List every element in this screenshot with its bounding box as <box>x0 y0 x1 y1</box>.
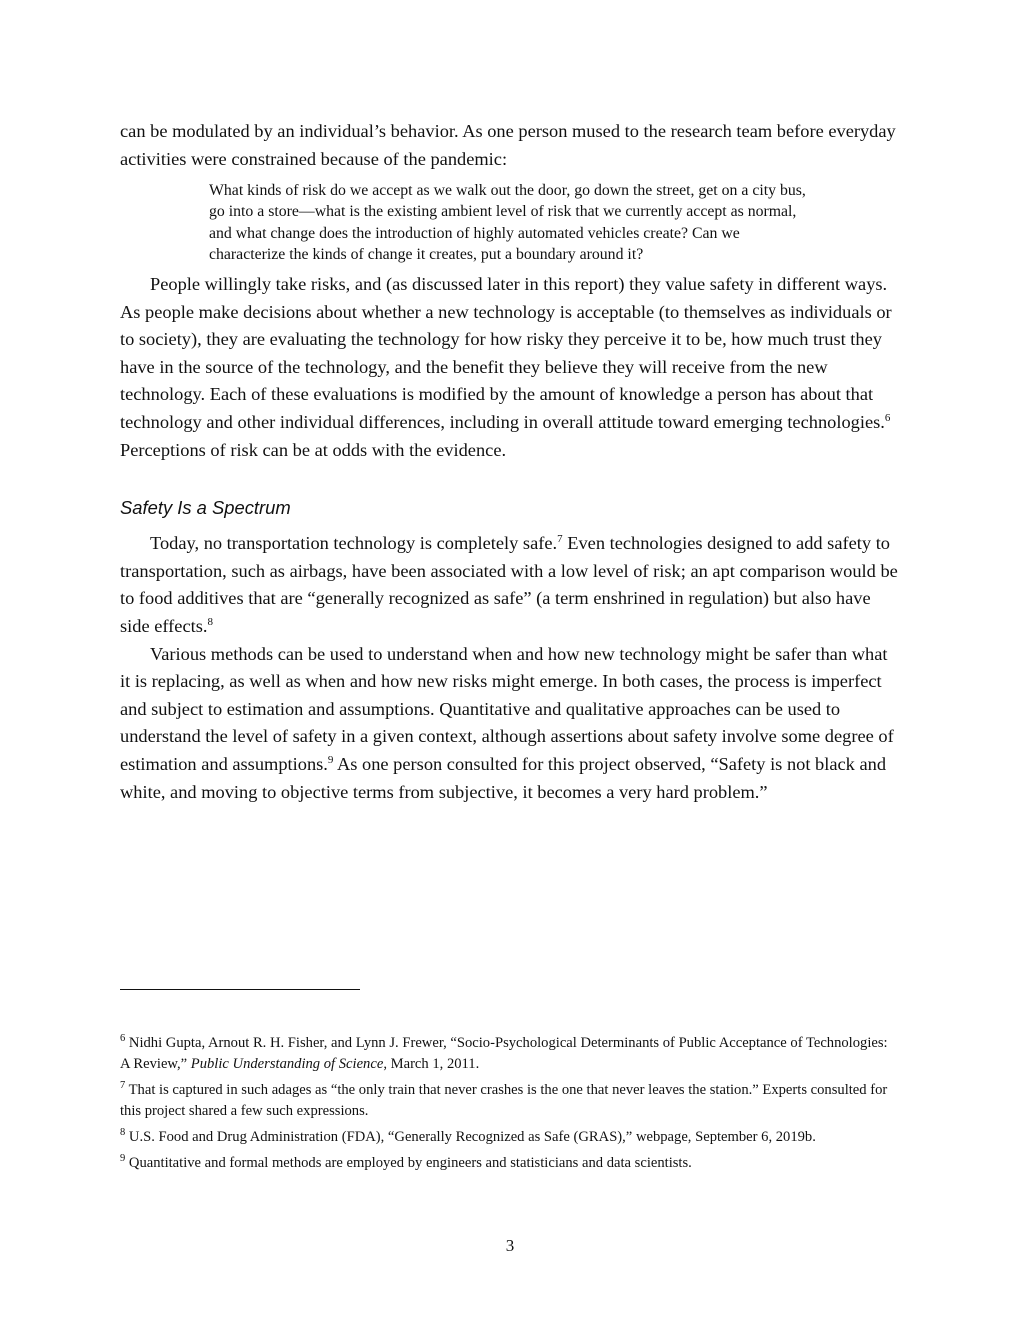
footnote-ref-7[interactable]: 7 <box>557 533 563 546</box>
footnotes <box>120 1033 900 1179</box>
block-quote: What kinds of risk do we accept as we walk out the door, go down the street, get on a city bus, go into a store—what is the existing ambient level of risk that we currently accept as normal, and what change does the introduction of highly automated vehicles create? Can we characterize the kinds of change it creates, put a boundary around it? <box>209 182 806 263</box>
page-body <box>120 118 900 806</box>
footnote-number: 9 <box>120 1153 126 1165</box>
footnote-text: That is captured in such adages as “the only train that never crashes is the one that never leaves the station.” Experts consulted for this project shared a few such expressions. <box>120 1082 888 1119</box>
footnote-text: Quantitative and formal methods are employed by engineers and statisticians and data scientists. <box>125 1155 692 1171</box>
paragraph-4-text-a: Various methods can be used to understand when and how new technology might be safer than what it is replacing, as well as when and how new risks might emerge. In both cases, the process is imperfect and subject to estimation and assumptions. Quantitative and qualitative approaches can be used to understand the level of safety in a given context, although assertions about safety involve some degree of estimation and assumptions. <box>120 643 894 774</box>
footnote-text-end: , March 1, 2011. <box>383 1056 480 1072</box>
footnote-9 <box>120 1153 900 1174</box>
paragraph-2-text-a: People willingly take risks, and (as discussed later in this report) they value safety in different ways. As people make decisions about whether a new technology is acceptable (to themselves as individuals or to society), they are evaluating the technology for how risky they perceive it to be, how much trust they have in the source of the technology, and the benefit they believe they will receive from the new technology. Each of these evaluations is modified by the amount of knowledge a person has about that technology and other individual differences, including in overall attitude toward emerging technologies. <box>120 274 892 432</box>
footnote-ref-9[interactable]: 9 <box>327 753 334 766</box>
section-heading: Safety Is a Spectrum <box>120 497 291 519</box>
footnote-6 <box>120 1033 900 1075</box>
paragraph-4-text-b: As one person consulted for this project observed, “Safety is not black and white, and moving to objective terms from subjective, it becomes a very hard problem.” <box>120 753 887 802</box>
footnote-ref-8[interactable]: 8 <box>207 615 213 628</box>
paragraph-2-text-b: Perceptions of risk can be at odds with the evidence. <box>120 439 507 460</box>
footnote-7 <box>120 1080 900 1122</box>
paragraph-3-text-a: Today, no transportation technology is completely safe. <box>150 533 558 554</box>
footnote-journal-title: Public Understanding of Science <box>190 1056 384 1072</box>
paragraph-1: can be modulated by an individual’s behavior. As one person mused to the research team before everyday activities were constrained because of the pandemic: <box>120 121 896 169</box>
footnote-divider <box>120 989 360 990</box>
paragraph-2 <box>120 271 900 464</box>
page-number: 3 <box>505 1236 515 1255</box>
footnote-text: Nidhi Gupta, Arnout R. H. Fisher, and Lynn J. Frewer, “Socio-Psychological Determinants of Public Acceptance of Technologies: A Review,” <box>120 1035 888 1072</box>
paragraph-4 <box>120 641 900 807</box>
footnote-8 <box>120 1127 900 1148</box>
paragraph-3-text-b: Even technologies designed to add safety to transportation, such as airbags, have been associated with a low level of risk; an apt comparison would be to food additives that are “generally recognized as safe” (a term enshrined in regulation) but also have side effects. <box>120 533 898 636</box>
footnote-number: 8 <box>120 1127 126 1139</box>
paragraph-3 <box>120 530 900 640</box>
footnote-text: U.S. Food and Drug Administration (FDA), “Generally Recognized as Safe (GRAS),” webpage, September 6, 2019b. <box>125 1129 816 1145</box>
footnote-number: 6 <box>120 1033 126 1045</box>
footnote-ref-6[interactable]: 6 <box>884 411 891 424</box>
footnote-number: 7 <box>120 1080 126 1092</box>
